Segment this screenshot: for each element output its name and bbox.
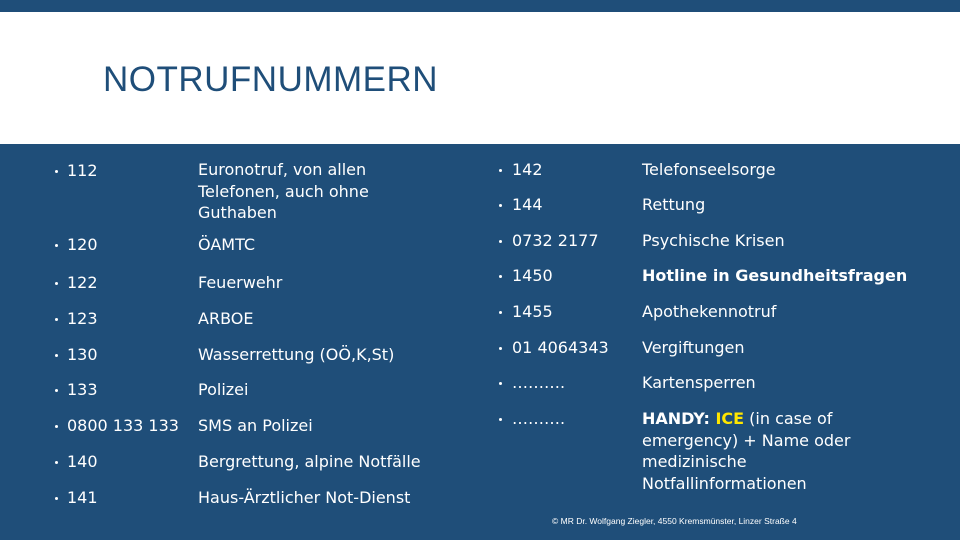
bullet-icon [55,354,58,357]
emergency-description: Euronotruf, von allen Telefonen, auch ohne Guthaben [198,160,369,222]
bullet-icon [55,170,58,173]
bullet-icon [55,244,58,247]
emergency-description: Wasserrettung (OÖ,K,St) [198,345,395,364]
ice-label: ICE [715,409,745,428]
copyright-footer: © MR Dr. Wolfgang Ziegler, 4550 Kremsmünster, Linzer Straße 4 [552,516,797,526]
emergency-number: 142 [512,160,543,179]
bullet-icon [55,282,58,285]
emergency-number: 130 [67,345,98,364]
bullet-icon [499,169,502,172]
emergency-description: Psychische Krisen [642,231,785,250]
emergency-number: 122 [67,273,98,292]
emergency-description: Haus-Ärztlicher Not-Dienst [198,488,411,507]
emergency-description: Polizei [198,380,249,399]
bullet-icon [499,204,502,207]
emergency-number: 0800 133 133 [67,416,179,435]
emergency-description: Telefonseelsorge [642,160,776,179]
emergency-number: 141 [67,488,98,507]
bullet-icon [55,389,58,392]
emergency-number: 140 [67,452,98,471]
emergency-description: Rettung [642,195,706,214]
bullet-icon [499,418,502,421]
emergency-number: 123 [67,309,98,328]
bullet-icon [499,240,502,243]
handy-label: HANDY: [642,409,716,428]
top-strip [0,0,960,12]
emergency-number: 112 [67,161,98,180]
emergency-number: 133 [67,380,98,399]
bullet-icon [55,497,58,500]
emergency-description: ÖAMTC [198,235,256,254]
emergency-number: 01 4064343 [512,338,609,357]
emergency-description: Feuerwehr [198,273,283,292]
emergency-description: Vergiftungen [642,338,745,357]
bullet-icon [499,275,502,278]
emergency-description [642,408,854,494]
emergency-number: 1455 [512,302,553,321]
emergency-number: ………. [512,409,566,428]
emergency-description: Apothekennotruf [642,302,777,321]
bullet-icon [55,461,58,464]
bullet-icon [55,318,58,321]
emergency-number: 1450 [512,266,553,285]
emergency-number: 0732 2177 [512,231,599,250]
bullet-icon [499,311,502,314]
emergency-number: 120 [67,235,98,254]
emergency-description: Bergrettung, alpine Notfälle [198,452,421,471]
bullet-icon [499,382,502,385]
emergency-description: Hotline in Gesundheitsfragen [642,266,908,285]
emergency-description: ARBOE [198,309,254,328]
ice-explanation: (in case of emergency) + Name oder medizinische Notfallinformationen [642,409,851,493]
emergency-description: SMS an Polizei [198,416,313,435]
bullet-icon [499,347,502,350]
emergency-description: Kartensperren [642,373,756,392]
emergency-number: 144 [512,195,543,214]
emergency-number: ………. [512,373,566,392]
bullet-icon [55,425,58,428]
page-title: NOTRUFNUMMERN [103,60,439,99]
